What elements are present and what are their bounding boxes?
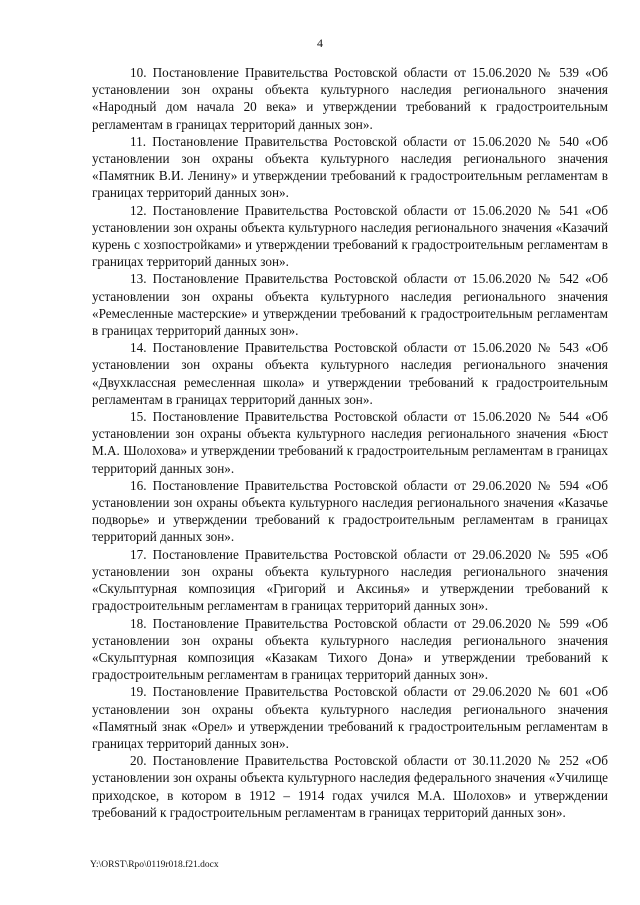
list-item: 10. Постановление Правительства Ростовской области от 15.06.2020 № 539 «Об установлении зон охраны объекта культурного наследия регионального значения «Народный дом начала 20 века» и утверждении требований к градостроительным регламентам в границах территорий данных зон».: [92, 65, 608, 132]
list-item: 14. Постановление Правительства Ростовской области от 15.06.2020 № 543 «Об установлении зон охраны объекта культурного наследия регионального значения «Двухклассная ремесленная школа» и утверждении требований к градостроительным регламентам в границах территорий данных зон».: [92, 340, 608, 407]
list-item: 17. Постановление Правительства Ростовской области от 29.06.2020 № 595 «Об установлении зон охраны объекта культурного наследия регионального значения «Скульптурная композиция «Григорий и Аксинья» и утверждении требований к градостроительным регламентам в границах территорий данных зон».: [92, 546, 608, 614]
document-body: [92, 64, 608, 821]
list-item: 19. Постановление Правительства Ростовской области от 29.06.2020 № 601 «Об установлении зон охраны объекта культурного наследия регионального значения «Памятный знак «Орел» и утверждении требований к градостроительным регламентам в границах территорий данных зон».: [92, 684, 608, 751]
page-number: 4: [317, 36, 323, 50]
list-item: 16. Постановление Правительства Ростовской области от 29.06.2020 № 594 «Об установлении зон охраны объекта культурного наследия регионального значения «Казачье подворье» и утверждении требований к градостроительным регламентам в границах территорий данных зон».: [92, 477, 608, 545]
list-item: 11. Постановление Правительства Ростовской области от 15.06.2020 № 540 «Об установлении зон охраны объекта культурного наследия регионального значения «Памятник В.И. Ленину» и утверждении требований к градостроительным регламентам в границах территорий данных зон».: [92, 133, 608, 201]
footer-file-path: Y:\ORST\Rpo\0119r018.f21.docx: [90, 860, 219, 870]
list-item: 15. Постановление Правительства Ростовской области от 15.06.2020 № 544 «Об установлении зон охраны объекта культурного наследия регионального значения «Бюст М.А. Шолохова» и утверждении требований к градостроительным регламентам в границах территорий данных зон».: [92, 409, 608, 476]
list-item: 18. Постановление Правительства Ростовской области от 29.06.2020 № 599 «Об установлении зон охраны объекта культурного наследия регионального значения «Скульптурная композиция «Казакам Тихого Дона» и утверждении требований к градостроительным регламентам в границах территорий данных зон».: [92, 615, 608, 683]
list-item: 20. Постановление Правительства Ростовской области от 30.11.2020 № 252 «Об установлении зон охраны объекта культурного наследия федерального значения «Училище приходское, в котором в 1912 – 1914 годах учился М.А. Шолохов» и утверждении требований к градостроительным регламентам в границах территорий данных зон».: [92, 753, 608, 820]
list-item: 12. Постановление Правительства Ростовской области от 15.06.2020 № 541 «Об установлении зон охраны объекта культурного наследия регионального значения «Казачий курень с хозпостройками» и утверждении требований к градостроительным регламентам в границах территорий данных зон».: [92, 202, 608, 270]
list-item: 13. Постановление Правительства Ростовской области от 15.06.2020 № 542 «Об установлении зон охраны объекта культурного наследия регионального значения «Ремесленные мастерские» и утверждении требований к градостроительным регламентам в границах территорий данных зон».: [92, 271, 608, 339]
